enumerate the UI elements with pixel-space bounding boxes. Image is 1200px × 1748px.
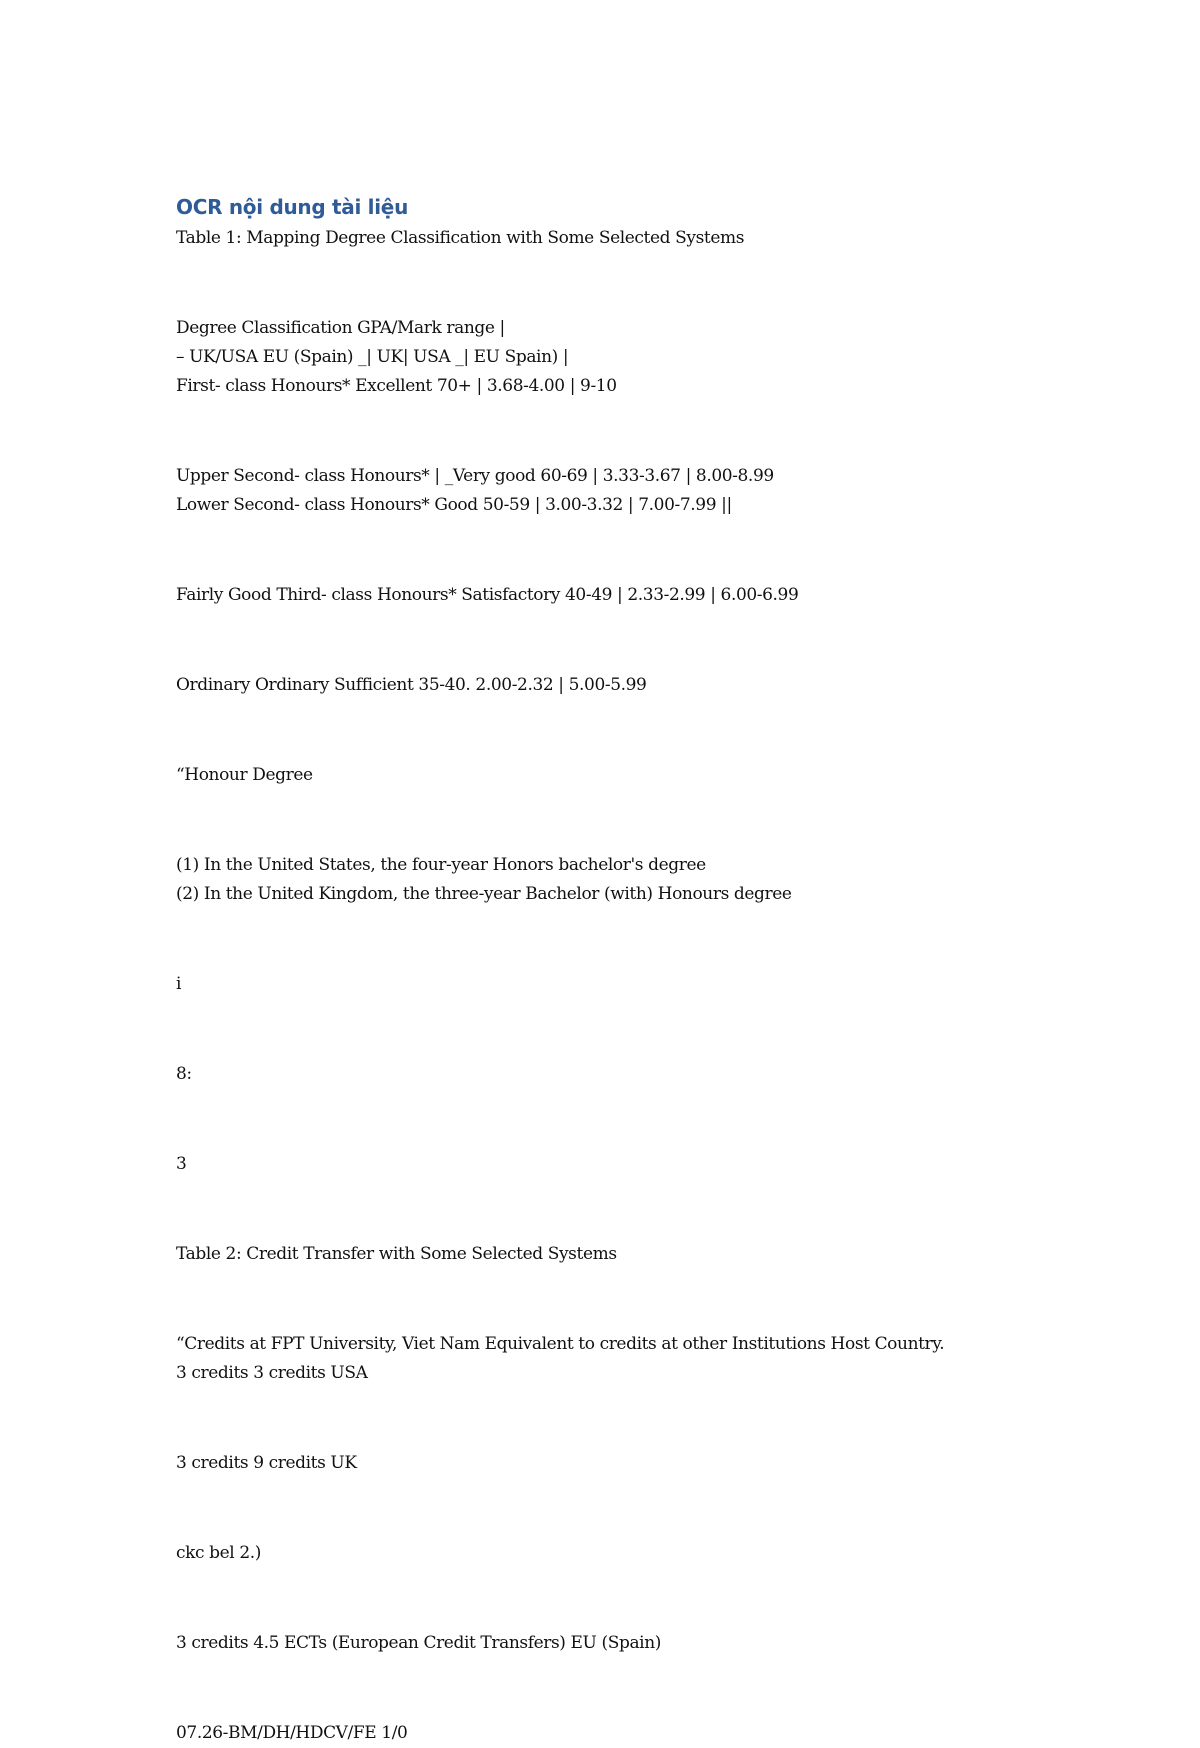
- blank-line: [176, 1285, 976, 1314]
- blank-line: [176, 1674, 976, 1703]
- document-content: [176, 190, 976, 1748]
- document-heading: OCR nội dung tài liệu: [176, 195, 409, 219]
- text-line: Table 2: Credit Transfer with Some Selected Systems: [176, 1244, 617, 1264]
- text-line: Ordinary Ordinary Sufficient 35-40. 2.00-2.32 | 5.00-5.99: [176, 675, 647, 695]
- text-line: 8:: [176, 1064, 192, 1084]
- text-line: “Honour Degree: [176, 765, 313, 785]
- text-line: 3 credits 4.5 ECTs (European Credit Transfers) EU (Spain): [176, 1633, 661, 1653]
- text-line: 3 credits 3 credits USA: [176, 1363, 368, 1383]
- text-line: Degree Classification GPA/Mark range |: [176, 318, 505, 338]
- text-line: – UK/USA EU (Spain) _| UK| USA _| EU Spain) |: [176, 347, 569, 367]
- blank-line: [176, 1584, 976, 1613]
- blank-line: [176, 626, 976, 655]
- text-line: ckc bel 2.): [176, 1543, 261, 1563]
- blank-line: [176, 417, 976, 446]
- blank-line: [176, 716, 976, 745]
- text-line: (1) In the United States, the four-year Honors bachelor's degree: [176, 855, 706, 875]
- text-line: i: [176, 974, 182, 994]
- document-body: [176, 224, 976, 1748]
- blank-line: [176, 1105, 976, 1134]
- text-line: “Credits at FPT University, Viet Nam Equivalent to credits at other Institutions Host Country.: [176, 1334, 945, 1354]
- blank-line: [176, 1494, 976, 1523]
- text-line: Fairly Good Third- class Honours* Satisfactory 40-49 | 2.33-2.99 | 6.00-6.99: [176, 585, 799, 605]
- blank-line: [176, 1015, 976, 1044]
- text-line: First- class Honours* Excellent 70+ | 3.68-4.00 | 9-10: [176, 376, 617, 396]
- text-line: 07.26-BM/DH/HDCV/FE 1/0: [176, 1723, 408, 1743]
- text-line: Lower Second- class Honours* Good 50-59 | 3.00-3.32 | 7.00-7.99 ||: [176, 495, 732, 515]
- text-line: 3 credits 9 credits UK: [176, 1453, 357, 1473]
- blank-line: [176, 1195, 976, 1224]
- text-line: Table 1: Mapping Degree Classification with Some Selected Systems: [176, 228, 745, 248]
- blank-line: [176, 269, 976, 298]
- text-line: Upper Second- class Honours* | _Very good 60-69 | 3.33-3.67 | 8.00-8.99: [176, 466, 774, 486]
- blank-line: [176, 1404, 976, 1433]
- blank-line: [176, 806, 976, 835]
- blank-line: [176, 536, 976, 565]
- blank-line: [176, 925, 976, 954]
- text-line: 3: [176, 1154, 187, 1174]
- text-line: (2) In the United Kingdom, the three-year Bachelor (with) Honours degree: [176, 884, 792, 904]
